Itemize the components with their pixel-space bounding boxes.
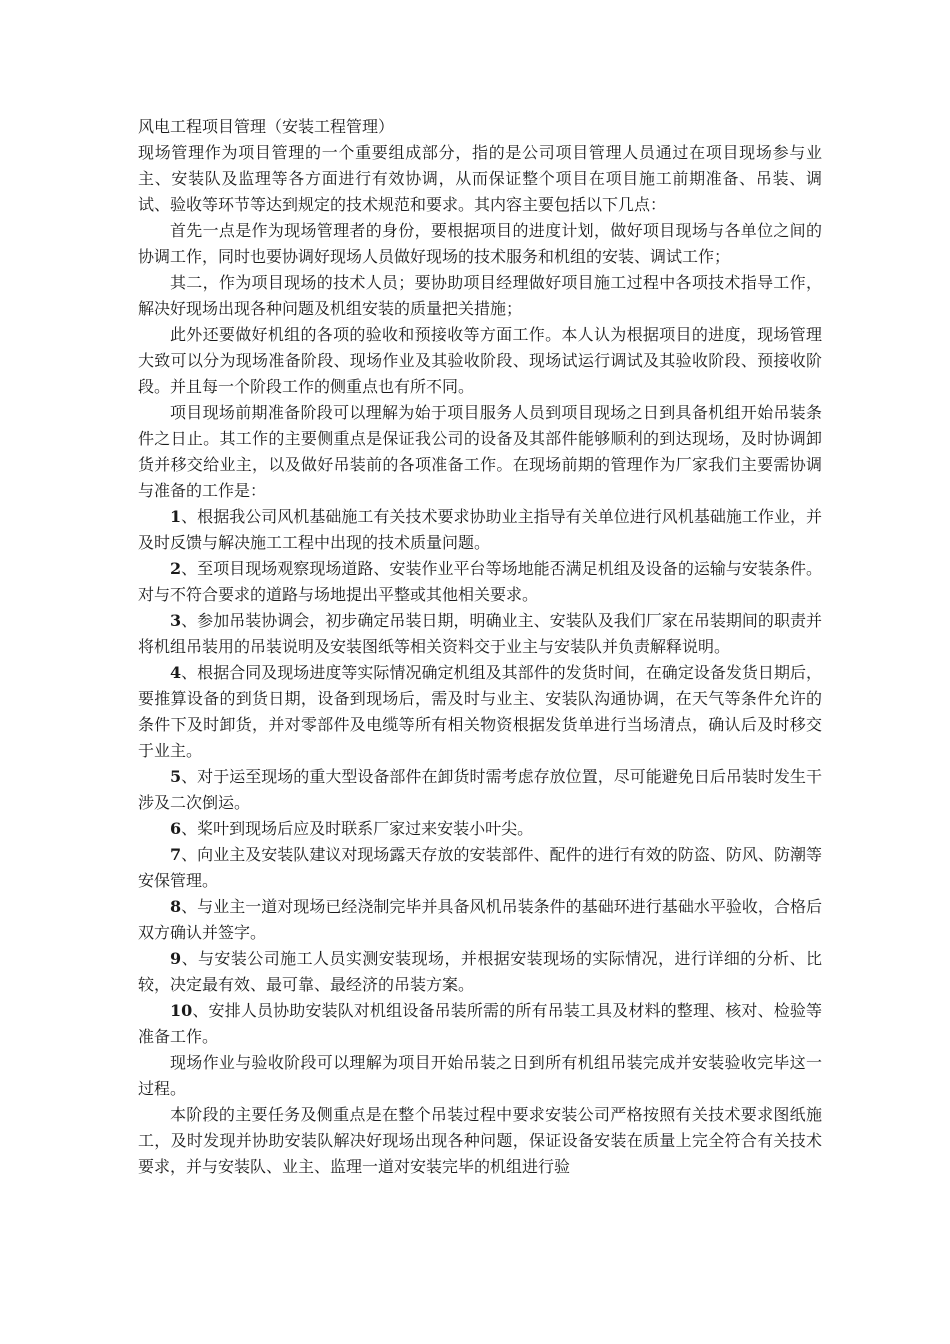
list-item [138, 842, 822, 894]
paragraph-preparation-stage: 项目现场前期准备阶段可以理解为始于项目服务人员到项目现场之日到具备机组开始吊装条件之日止。其工作的主要侧重点是保证我公司的设备及其部件能够顺利的到达现场，及时协调卸货并移交给业主，以及做好吊装前的各项准备工作。在现场前期的管理作为厂家我们主要需协调与准备的工作是： [138, 403, 822, 500]
list-item [138, 894, 822, 946]
list-item-text: 、向业主及安装队建议对现场露天存放的安装部件、配件的进行有效的防盗、防风、防潮等安保管理。 [138, 845, 822, 890]
list-item [138, 764, 822, 816]
list-item-number: 5 [170, 767, 182, 786]
list-item-text: 、桨叶到现场后应及时联系厂家过来安装小叶尖。 [181, 819, 534, 838]
paragraph-stages-overview: 此外还要做好机组的各项的验收和预接收等方面工作。本人认为根据项目的进度，现场管理大致可以分为现场准备阶段、现场作业及其验收阶段、现场试运行调试及其验收阶段、预接收阶段。并且每一个阶段工作的侧重点也有所不同。 [138, 325, 822, 396]
list-item-number: 1 [170, 507, 182, 526]
intro-paragraph: 现场管理作为项目管理的一个重要组成部分，指的是公司项目管理人员通过在项目现场参与业主、安装队及监理等各方面进行有效协调，从而保证整个项目在项目施工前期准备、吊装、调试、验收等环节等达到规定的技术规范和要求。其内容主要包括以下几点： [138, 143, 822, 214]
list-item [138, 660, 822, 764]
list-item-number: 2 [170, 559, 182, 578]
list-item-text: 、根据合同及现场进度等实际情况确定机组及其部件的发货时间，在确定设备发货日期后，要推算设备的到货日期，设备到现场后，需及时与业主、安装队沟通协调，在天气等条件允许的条件下及时卸货，并对零部件及电缆等所有相关物资根据发货单进行当场清点，确认后及时移交于业主。 [138, 663, 822, 760]
paragraph-role-technical: 其二，作为项目现场的技术人员；要协助项目经理做好项目施工过程中各项技术指导工作，解决好现场出现各种问题及机组安装的质量把关措施； [138, 273, 822, 318]
list-item-number: 3 [170, 611, 182, 630]
list-item [138, 998, 822, 1050]
list-item-text: 、根据我公司风机基础施工有关技术要求协助业主指导有关单位进行风机基础施工作业，并及时反馈与解决施工工程中出现的技术质量问题。 [138, 507, 822, 552]
list-item-number: 4 [170, 663, 182, 682]
list-item [138, 816, 822, 842]
list-item-text: 、安排人员协助安装队对机组设备吊装所需的所有吊装工具及材料的整理、核对、检验等准备工作。 [138, 1001, 822, 1046]
list-item-text: 、至项目现场观察现场道路、安装作业平台等场地能否满足机组及设备的运输与安装条件。对与不符合要求的道路与场地提出平整或其他相关要求。 [138, 559, 822, 604]
list-item [138, 946, 822, 998]
list-item-text: 、与业主一道对现场已经浇制完毕并具备风机吊装条件的基础环进行基础水平验收，合格后双方确认并签字。 [138, 897, 822, 942]
document-title: 风电工程项目管理（安装工程管理） [138, 117, 395, 136]
paragraph-installation-focus: 本阶段的主要任务及侧重点是在整个吊装过程中要求安装公司严格按照有关技术要求图纸施工，及时发现并协助安装队解决好现场出现各种问题，保证设备安装在质量上完全符合有关技术要求，并与安装队、业主、监理一道对安装完毕的机组进行验 [138, 1105, 822, 1176]
list-item-text: 、对于运至现场的重大型设备部件在卸货时需考虑存放位置，尽可能避免日后吊装时发生干涉及二次倒运。 [138, 767, 822, 812]
list-item [138, 556, 822, 608]
list-item-number: 9 [170, 949, 182, 968]
list-item-number: 7 [170, 845, 182, 864]
list-item-number: 8 [170, 897, 182, 916]
list-item [138, 504, 822, 556]
list-item-number: 6 [170, 819, 182, 838]
list-item-text: 、与安装公司施工人员实测安装现场，并根据安装现场的实际情况，进行详细的分析、比较，决定最有效、最可靠、最经济的吊装方案。 [138, 949, 822, 994]
document-body [138, 114, 822, 1180]
list-item-number: 10 [170, 1001, 193, 1020]
paragraph-role-coordinator: 首先一点是作为现场管理者的身份，要根据项目的进度计划，做好项目现场与各单位之间的协调工作，同时也要协调好现场人员做好现场的技术服务和机组的安装、调试工作； [138, 221, 822, 266]
list-item-text: 、参加吊装协调会，初步确定吊装日期，明确业主、安装队及我们厂家在吊装期间的职责并将机组吊装用的吊装说明及安装图纸等相关资料交于业主与安装队并负责解释说明。 [138, 611, 822, 656]
list-item [138, 608, 822, 660]
paragraph-installation-stage: 现场作业与验收阶段可以理解为项目开始吊装之日到所有机组吊装完成并安装验收完毕这一过程。 [138, 1053, 822, 1098]
